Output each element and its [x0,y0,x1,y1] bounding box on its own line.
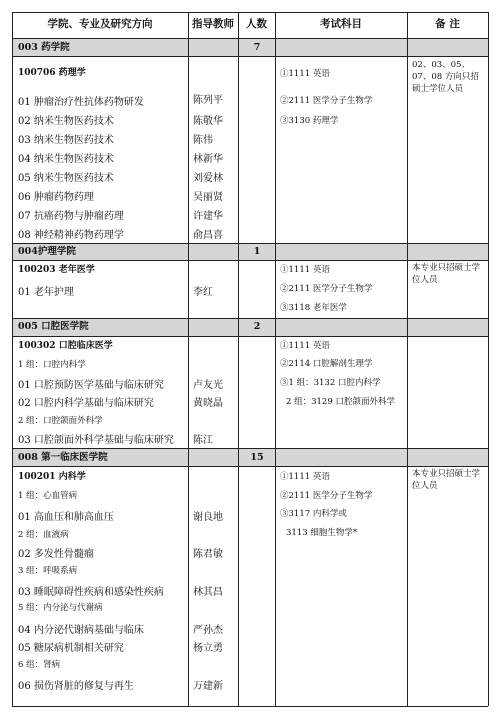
direction-item: 06 损伤肾脏的修复与再生 [18,681,134,692]
section-count: 1 [253,246,261,257]
remark-note: 本专业只招硕士学位人员 [412,263,481,285]
advisor-name: 陈君敏 [193,549,223,560]
direction-item: 01 高血压和肺高血压 [18,512,114,523]
header-advisor: 指导教师 [192,18,234,30]
group-label: 1 组：口腔内科学 [18,360,86,370]
advisor-name: 李红 [193,287,213,298]
header-remarks: 备 注 [435,18,460,30]
direction-item: 05 纳米生物医药技术 [18,173,114,184]
direction-item: 07 抗癌药物与肿瘤药理 [18,211,124,222]
advisor-name: 陈敬华 [193,116,223,127]
direction-item: 04 内分泌代谢病基础与临床 [18,625,144,636]
col-border-right [488,12,489,706]
exam-subject: ①1111 英语 [280,265,330,275]
exam-subject: ②2111 医学分子生物学 [280,284,373,294]
advisor-name: 刘爱林 [193,173,223,184]
direction-item: 02 纳米生物医药技术 [18,116,114,127]
major-title: 100706 药理学 [18,68,86,78]
section-count: 15 [250,452,264,463]
col-border-1 [188,12,189,706]
header-college-major: 学院、专业及研究方向 [47,18,153,30]
exam-subject: ②2114 口腔解剖生理学 [280,359,373,369]
advisor-name: 林其昌 [193,587,223,598]
rule-bottom [12,706,488,707]
section-title: 004护理学院 [18,246,76,257]
exam-subject: 3113 细胞生物学* [286,528,358,538]
header-exam-subjects: 考试科目 [320,18,362,30]
rule-s3-start [12,318,488,319]
group-label: 1 组：心血管病 [18,491,78,501]
advisor-name: 黄晓晶 [193,398,223,409]
advisor-name: 陈江 [193,435,213,446]
advisor-name: 严孙杰 [193,625,223,636]
rule-s1-band [12,56,488,57]
direction-item: 01 老年护理 [18,287,74,298]
exam-subject: ②2111 医学分子生物学 [280,96,373,106]
rule-s2-band [12,260,488,261]
exam-subject: ③3118 老年医学 [280,303,347,313]
advisor-name: 俞昌喜 [193,230,223,241]
group-label: 6 组：肾病 [18,660,61,670]
exam-subject: 2 组：3129 口腔颌面外科学 [286,397,395,407]
rule-s3-band [12,336,488,337]
direction-item: 03 睡眠障碍性疾病和感染性疾病 [18,587,164,598]
exam-subject: ①1111 英语 [280,69,330,79]
exam-subject: ③3117 内科学或 [280,509,347,519]
advisor-name: 万建新 [193,681,223,692]
group-label: 5 组：内分泌与代谢病 [18,603,103,613]
direction-item: 05 糖尿病机制相关研究 [18,643,124,654]
major-title: 100201 内科学 [18,472,86,482]
direction-item: 01 肿瘤治疗性抗体药物研发 [18,97,144,108]
advisor-name: 吴丽贤 [193,192,223,203]
exam-subject: ②2111 医学分子生物学 [280,491,373,501]
advisor-name: 谢良地 [193,512,223,523]
direction-item: 06 肿瘤药物药理 [18,192,94,203]
direction-item: 08 神经精神药物药理学 [18,230,124,241]
advisor-name: 杨立勇 [193,643,223,654]
direction-item: 04 纳米生物医药技术 [18,154,114,165]
col-border-left [12,12,13,706]
col-border-4 [407,12,408,706]
col-border-3 [275,12,276,706]
direction-item: 02 多发性骨髓瘤 [18,549,94,560]
direction-item: 02 口腔内科学基础与临床研究 [18,398,154,409]
advisor-name: 卢友光 [193,380,223,391]
direction-item: 01 口腔预防医学基础与临床研究 [18,380,164,391]
rule-s2-start [12,243,488,244]
direction-item: 03 纳米生物医药技术 [18,135,114,146]
direction-item: 03 口腔颌面外科学基础与临床研究 [18,435,174,446]
rule-s4-band [12,466,488,467]
advisor-name: 陈伟 [193,135,213,146]
section-title: 005 口腔医学院 [18,321,89,332]
exam-subject: ③3130 药理学 [280,116,339,126]
major-title: 100203 老年医学 [18,265,95,275]
advisor-name: 许建华 [193,211,223,222]
exam-subject: ①1111 英语 [280,472,330,482]
section-count: 7 [253,42,261,53]
rule-top [12,12,488,13]
header-count: 人数 [246,18,267,30]
major-title: 100302 口腔临床医学 [18,341,113,351]
exam-subject: ③1 组：3132 口腔内科学 [280,378,381,388]
group-label: 2 组：血液病 [18,530,69,540]
section-count: 2 [253,321,261,332]
remark-note: 02、03、05、07、08 方向只招硕士学位人员 [412,60,479,94]
rule-s4-start [12,448,488,449]
advisor-name: 林新华 [193,154,223,165]
exam-subject: ①1111 英语 [280,341,330,351]
section-title: 003 药学院 [18,42,70,53]
col-border-2 [238,12,239,706]
advisor-name: 陈列平 [193,95,223,106]
group-label: 3 组：呼吸系病 [18,566,78,576]
group-label: 2 组：口腔颌面外科学 [18,416,103,426]
section-title: 008 第一临床医学院 [18,452,108,463]
remark-note: 本专业只招硕士学位人员 [412,469,481,491]
rule-header [12,38,488,39]
